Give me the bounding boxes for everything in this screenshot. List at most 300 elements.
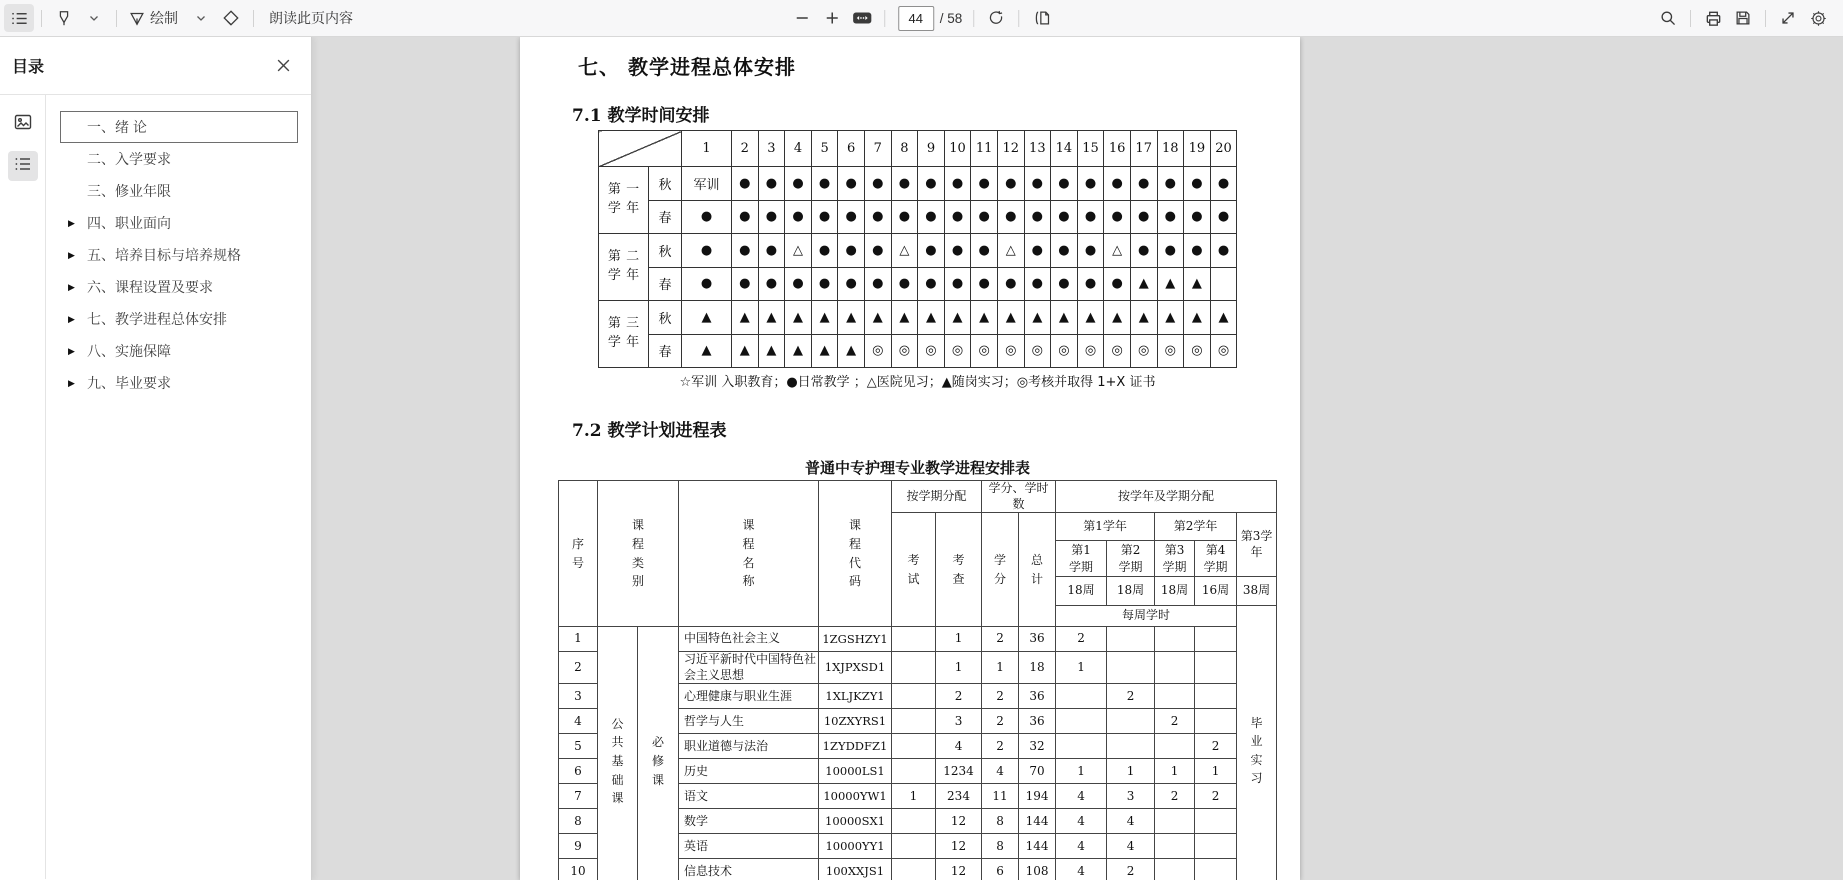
- credit-cell: 2: [982, 709, 1019, 734]
- exam-cell: [892, 709, 936, 734]
- week-number-cell: 14: [1051, 131, 1078, 167]
- schedule-mark-cell: 军训: [682, 167, 732, 201]
- total-hours-cell: 144: [1019, 809, 1056, 834]
- schedule-mark-cell: ●: [1104, 167, 1131, 201]
- section-71-title: 7.1 教学时间安排: [572, 106, 710, 126]
- page-count-label: / 58: [939, 10, 963, 26]
- course-code-cell: 10ZXYRS1: [819, 709, 892, 734]
- toc-toggle-button[interactable]: [4, 4, 34, 32]
- schedule-mark-cell: ●: [811, 267, 838, 301]
- semester-hours-cell: 1: [1107, 759, 1155, 784]
- schedule-mark-cell: [1210, 267, 1237, 301]
- toc-item[interactable]: [60, 143, 298, 175]
- schedule-mark-cell: ●: [944, 167, 971, 201]
- year-label-cell: [599, 301, 649, 368]
- exam-cell: [892, 809, 936, 834]
- schedule-mark-cell: ◎: [1104, 334, 1131, 368]
- toc-item[interactable]: [60, 175, 298, 207]
- draw-dropdown-button[interactable]: [186, 4, 216, 32]
- read-aloud-button[interactable]: [261, 4, 361, 32]
- schedule-mark-cell: ●: [1130, 234, 1157, 268]
- semester-hours-cell: 4: [1056, 784, 1107, 809]
- schedule-mark-cell: ◎: [997, 334, 1024, 368]
- schedule-mark-cell: ●: [864, 234, 891, 268]
- schedule-mark-cell: ●: [1104, 267, 1131, 301]
- settings-gear-icon: [1809, 9, 1828, 28]
- chevron-down-icon: [195, 12, 207, 24]
- week-number-cell: 8: [891, 131, 918, 167]
- plan-header-cell: 38周: [1237, 577, 1277, 606]
- total-hours-cell: 194: [1019, 784, 1056, 809]
- semester-hours-cell: 2: [1155, 784, 1195, 809]
- plan-header-cell: 18周: [1056, 577, 1107, 606]
- expand-arrow-icon[interactable]: ▶: [68, 217, 75, 228]
- semester-hours-cell: 4: [1056, 859, 1107, 880]
- header-text: 考试: [907, 553, 920, 586]
- schedule-mark-cell: ●: [1077, 267, 1104, 301]
- schedule-mark-cell: ◎: [891, 334, 918, 368]
- print-button[interactable]: [1698, 4, 1728, 32]
- total-hours-cell: 32: [1019, 734, 1056, 759]
- schedule-mark-cell: ▲: [811, 301, 838, 335]
- toolbar-separator: [116, 10, 117, 27]
- plan-header-cell: [598, 481, 679, 627]
- schedule-mark-cell: ●: [1051, 200, 1078, 234]
- toolbar-separator: [1690, 10, 1691, 27]
- schedule-legend: ☆军训 入职教育；●日常教学 ；△医院见习；▲随岗实习；◎考核并取得 1+X 证书: [679, 375, 1156, 390]
- schedule-mark-cell: ●: [811, 167, 838, 201]
- schedule-mark-cell: ▲: [1157, 267, 1184, 301]
- schedule-mark-cell: ◎: [1184, 334, 1211, 368]
- week-number-cell: 15: [1077, 131, 1104, 167]
- save-icon: [1734, 9, 1752, 27]
- seq-cell: 1: [559, 627, 598, 652]
- season-label-cell: 秋: [649, 167, 682, 201]
- season-label-cell: 春: [649, 200, 682, 234]
- course-code-cell: 10000SX1: [819, 809, 892, 834]
- plan-header-cell: 18周: [1107, 577, 1155, 606]
- seq-cell: 9: [559, 834, 598, 859]
- schedule-mark-cell: ▲: [838, 334, 865, 368]
- eraser-button[interactable]: [216, 4, 246, 32]
- toc-list: [46, 95, 311, 879]
- toc-item-label: 七、教学进程总体安排: [87, 311, 227, 327]
- seq-cell: 3: [559, 684, 598, 709]
- schedule-mark-cell: ●: [838, 234, 865, 268]
- schedule-mark-cell: ●: [997, 167, 1024, 201]
- save-button[interactable]: [1728, 4, 1758, 32]
- header-text: 考查: [952, 553, 965, 586]
- draw-button[interactable]: [124, 4, 186, 32]
- schedule-mark-cell: ●: [864, 267, 891, 301]
- fit-width-icon: [852, 10, 872, 26]
- schedule-mark-cell: ●: [838, 167, 865, 201]
- schedule-mark-cell: ●: [732, 234, 759, 268]
- toc-item[interactable]: [60, 207, 298, 239]
- schedule-mark-cell: ▲: [785, 334, 812, 368]
- toolbar-separator: [884, 10, 885, 27]
- page-number-input[interactable]: [898, 6, 934, 31]
- rotate-icon: [987, 9, 1005, 27]
- plan-header-cell: 第2学年: [1155, 513, 1237, 541]
- header-text: 课程名称: [742, 518, 755, 589]
- toc-panel-button[interactable]: [8, 151, 38, 181]
- semester-hours-cell: [1056, 709, 1107, 734]
- week-number-cell: 12: [997, 131, 1024, 167]
- category-public-basic-cell: [598, 627, 638, 880]
- schedule-mark-cell: ●: [811, 234, 838, 268]
- credit-cell: 8: [982, 809, 1019, 834]
- schedule-mark-cell: ◎: [971, 334, 998, 368]
- fullscreen-button[interactable]: [1773, 4, 1803, 32]
- schedule-mark-cell: △: [785, 234, 812, 268]
- total-hours-cell: 36: [1019, 709, 1056, 734]
- toc-item[interactable]: [60, 111, 298, 143]
- semester-hours-cell: [1155, 834, 1195, 859]
- schedule-mark-cell: ●: [1184, 200, 1211, 234]
- schedule-mark-cell: ◎: [864, 334, 891, 368]
- schedule-mark-cell: ▲: [944, 301, 971, 335]
- course-code-cell: 1ZYDDFZ1: [819, 734, 892, 759]
- schedule-mark-cell: ●: [1157, 200, 1184, 234]
- check-cell: 1: [936, 652, 982, 684]
- schedule-mark-cell: ●: [864, 200, 891, 234]
- plan-header-cell: 第1学年: [1056, 513, 1155, 541]
- schedule-mark-cell: ●: [1024, 267, 1051, 301]
- schedule-mark-cell: ●: [1184, 234, 1211, 268]
- check-cell: 1234: [936, 759, 982, 784]
- semester-hours-cell: [1107, 652, 1155, 684]
- schedule-mark-cell: ●: [1051, 167, 1078, 201]
- plan-header-cell: [679, 481, 819, 627]
- year-label-line: 第一: [607, 182, 645, 198]
- schedule-mark-cell: ●: [758, 200, 785, 234]
- schedule-mark-cell: ●: [864, 167, 891, 201]
- page-view-icon: [1032, 9, 1051, 27]
- schedule-mark-cell: ●: [838, 200, 865, 234]
- schedule-mark-cell: ▲: [811, 334, 838, 368]
- semester-hours-cell: 2: [1195, 734, 1237, 759]
- schedule-mark-cell: ▲: [1051, 301, 1078, 335]
- check-cell: 234: [936, 784, 982, 809]
- schedule-mark-cell: ▲: [682, 334, 732, 368]
- toc-sidebar: [0, 37, 312, 880]
- expand-arrow-icon[interactable]: ▶: [68, 345, 75, 356]
- seq-cell: 7: [559, 784, 598, 809]
- header-text: 学分: [994, 553, 1007, 586]
- schedule-mark-cell: ▲: [1130, 301, 1157, 335]
- semester-hours-cell: [1155, 652, 1195, 684]
- toc-item[interactable]: [60, 335, 298, 367]
- schedule-mark-cell: ●: [1024, 167, 1051, 201]
- schedule-mark-cell: ▲: [997, 301, 1024, 335]
- course-name-cell: 中国特色社会主义: [679, 627, 819, 652]
- course-code-cell: 100XXJS1: [819, 859, 892, 880]
- semester-hours-cell: [1195, 859, 1237, 880]
- pdf-toolbar: [0, 0, 1843, 37]
- sidebar-title: 目录: [12, 59, 45, 76]
- schedule-mark-cell: ●: [811, 200, 838, 234]
- plan-header-cell: [892, 513, 936, 627]
- schedule-mark-cell: ●: [785, 267, 812, 301]
- header-text: 课程类别: [631, 518, 644, 589]
- schedule-mark-cell: ●: [1077, 167, 1104, 201]
- schedule-mark-cell: ◎: [918, 334, 945, 368]
- semester-hours-cell: [1155, 684, 1195, 709]
- toc-toggle-icon: [10, 9, 29, 28]
- schedule-mark-cell: ◎: [1157, 334, 1184, 368]
- week-number-cell: 18: [1157, 131, 1184, 167]
- page-view-button[interactable]: [1026, 4, 1056, 32]
- header-text: 课程代码: [848, 518, 861, 589]
- schedule-mark-cell: ●: [758, 267, 785, 301]
- rotate-button[interactable]: [981, 4, 1011, 32]
- seq-cell: 10: [559, 859, 598, 880]
- schedule-mark-cell: ▲: [891, 301, 918, 335]
- semester-hours-cell: 2: [1107, 684, 1155, 709]
- total-hours-cell: 36: [1019, 627, 1056, 652]
- schedule-mark-cell: ●: [891, 200, 918, 234]
- schedule-mark-cell: ◎: [1077, 334, 1104, 368]
- week-number-cell: 6: [838, 131, 865, 167]
- schedule-mark-cell: ●: [732, 200, 759, 234]
- print-icon: [1704, 9, 1723, 28]
- semester-hours-cell: 2: [1155, 709, 1195, 734]
- schedule-mark-cell: ●: [971, 167, 998, 201]
- schedule-mark-cell: ▲: [838, 301, 865, 335]
- schedule-mark-cell: ●: [1210, 234, 1237, 268]
- search-button[interactable]: [1653, 4, 1683, 32]
- course-code-cell: 10000YW1: [819, 784, 892, 809]
- year-label-cell: [599, 234, 649, 301]
- settings-button[interactable]: [1803, 4, 1833, 32]
- total-hours-cell: 70: [1019, 759, 1056, 784]
- semester-hours-cell: [1195, 627, 1237, 652]
- diagonal-header-cell: [599, 131, 682, 167]
- category-label: 公共基础课: [611, 716, 624, 806]
- expand-arrow-icon[interactable]: ▶: [68, 377, 75, 388]
- category-label: 必修课: [651, 735, 664, 787]
- toc-item-label: 九、毕业要求: [87, 375, 171, 391]
- schedule-mark-cell: ▲: [864, 301, 891, 335]
- chevron-down-icon: [88, 12, 100, 24]
- header-text: 第2学期: [1118, 542, 1143, 574]
- schedule-mark-cell: ●: [918, 167, 945, 201]
- schedule-mark-cell: △: [891, 234, 918, 268]
- schedule-mark-cell: ●: [1024, 234, 1051, 268]
- week-number-cell: 20: [1210, 131, 1237, 167]
- schedule-mark-cell: ●: [1184, 167, 1211, 201]
- credit-cell: 4: [982, 759, 1019, 784]
- zoom-in-button[interactable]: [817, 4, 847, 32]
- plan-header-cell: 16周: [1195, 577, 1237, 606]
- toolbar-separator: [1765, 10, 1766, 27]
- season-label-cell: 秋: [649, 234, 682, 268]
- toc-item[interactable]: [60, 271, 298, 303]
- toolbar-separator: [973, 10, 974, 27]
- highlighter-button[interactable]: [49, 4, 79, 32]
- graduation-practice-cell: [1237, 606, 1277, 880]
- week-number-cell: 19: [1184, 131, 1211, 167]
- section-72-title: 7.2 教学计划进程表: [572, 421, 727, 441]
- week-number-cell: 3: [758, 131, 785, 167]
- check-cell: 12: [936, 834, 982, 859]
- expand-arrow-icon[interactable]: ▶: [68, 281, 75, 292]
- semester-hours-cell: [1155, 734, 1195, 759]
- toc-item-label: 四、职业面向: [87, 215, 171, 231]
- schedule-mark-cell: ●: [1210, 200, 1237, 234]
- check-cell: 3: [936, 709, 982, 734]
- expand-arrow-icon[interactable]: ▶: [68, 249, 75, 260]
- schedule-mark-cell: ●: [732, 267, 759, 301]
- schedule-mark-cell: ▲: [918, 301, 945, 335]
- read-aloud-label: 朗读此页内容: [269, 10, 353, 26]
- schedule-mark-cell: ●: [758, 234, 785, 268]
- exam-cell: [892, 759, 936, 784]
- year-label-line: 第二: [607, 249, 645, 265]
- schedule-mark-cell: △: [1104, 234, 1131, 268]
- schedule-mark-cell: ●: [1104, 200, 1131, 234]
- check-cell: 1: [936, 627, 982, 652]
- schedule-mark-cell: ●: [944, 267, 971, 301]
- week-number-cell: 7: [864, 131, 891, 167]
- semester-hours-cell: 3: [1107, 784, 1155, 809]
- schedule-mark-cell: ●: [1157, 234, 1184, 268]
- schedule-mark-cell: ●: [1130, 167, 1157, 201]
- semester-hours-cell: [1195, 652, 1237, 684]
- semester-hours-cell: [1155, 859, 1195, 880]
- schedule-mark-cell: ◎: [1051, 334, 1078, 368]
- credit-cell: 2: [982, 627, 1019, 652]
- check-cell: 4: [936, 734, 982, 759]
- schedule-mark-cell: ▲: [1210, 301, 1237, 335]
- toc-item-label: 五、培养目标与培养规格: [87, 247, 241, 263]
- week-number-cell: 4: [785, 131, 812, 167]
- schedule-mark-cell: ▲: [1024, 301, 1051, 335]
- exam-cell: [892, 834, 936, 859]
- schedule-mark-cell: ▲: [758, 334, 785, 368]
- semester-hours-cell: [1056, 684, 1107, 709]
- year-label-line: 学年: [607, 268, 645, 283]
- schedule-mark-cell: ●: [1210, 167, 1237, 201]
- fit-width-button[interactable]: [847, 4, 877, 32]
- close-icon: [276, 58, 291, 73]
- week-number-cell: 9: [918, 131, 945, 167]
- schedule-mark-cell: ●: [1051, 234, 1078, 268]
- plan-header-cell: 按学期分配: [892, 481, 982, 513]
- semester-hours-cell: 4: [1107, 809, 1155, 834]
- exam-cell: [892, 652, 936, 684]
- header-text: 第4学期: [1203, 542, 1228, 574]
- schedule-mark-cell: ●: [971, 234, 998, 268]
- highlighter-dropdown-button[interactable]: [79, 4, 109, 32]
- thumbnails-panel-button[interactable]: [8, 109, 38, 139]
- course-name-cell: 职业道德与法治: [679, 734, 819, 759]
- toc-list-icon: [13, 154, 33, 179]
- schedule-mark-cell: ▲: [732, 334, 759, 368]
- teaching-plan-table: [558, 480, 1277, 880]
- semester-hours-cell: [1195, 709, 1237, 734]
- year-label-line: 学年: [607, 335, 645, 350]
- semester-hours-cell: [1195, 834, 1237, 859]
- plan-header-cell: [936, 513, 982, 627]
- close-sidebar-button[interactable]: [276, 58, 291, 73]
- schedule-mark-cell: ●: [1024, 200, 1051, 234]
- draw-button-label: 绘制: [150, 10, 178, 26]
- toc-item-label: 一、绪 论: [87, 119, 147, 135]
- course-name-cell: 信息技术: [679, 859, 819, 880]
- credit-cell: 11: [982, 784, 1019, 809]
- toolbar-separator: [253, 10, 254, 27]
- header-text: 毕业实习: [1250, 715, 1263, 786]
- schedule-mark-cell: ●: [891, 267, 918, 301]
- header-text: 序号: [571, 537, 584, 570]
- schedule-mark-cell: ●: [997, 267, 1024, 301]
- week-number-cell: 10: [944, 131, 971, 167]
- seq-cell: 6: [559, 759, 598, 784]
- toc-item[interactable]: [60, 239, 298, 271]
- seq-cell: 2: [559, 652, 598, 684]
- course-name-cell: 习近平新时代中国特色社会主义思想: [679, 652, 819, 684]
- schedule-mark-cell: ●: [944, 200, 971, 234]
- semester-hours-cell: [1107, 734, 1155, 759]
- schedule-mark-cell: ◎: [1210, 334, 1237, 368]
- header-text: 第1学期: [1069, 542, 1094, 574]
- toolbar-separator: [1018, 10, 1019, 27]
- course-code-cell: 1ZGSHZY1: [819, 627, 892, 652]
- plan-header-cell: 按学年及学期分配: [1056, 481, 1277, 513]
- expand-arrow-icon[interactable]: ▶: [68, 313, 75, 324]
- schedule-mark-cell: ▲: [1184, 267, 1211, 301]
- schedule-mark-cell: ●: [732, 167, 759, 201]
- credit-cell: 8: [982, 834, 1019, 859]
- total-hours-cell: 144: [1019, 834, 1056, 859]
- credit-cell: 2: [982, 734, 1019, 759]
- eraser-icon: [222, 9, 240, 27]
- seq-cell: 8: [559, 809, 598, 834]
- week-number-cell: 17: [1130, 131, 1157, 167]
- plan-header-cell: 每周学时: [1056, 606, 1237, 627]
- seq-cell: 4: [559, 709, 598, 734]
- plan-header-cell: 第3学年: [1237, 513, 1277, 577]
- zoom-out-button[interactable]: [787, 4, 817, 32]
- plan-header-cell: [1155, 541, 1195, 577]
- semester-hours-cell: 2: [1195, 784, 1237, 809]
- draw-pen-icon: [128, 9, 146, 27]
- schedule-mark-cell: ●: [682, 267, 732, 301]
- schedule-mark-cell: ●: [1157, 167, 1184, 201]
- teaching-time-table: [598, 130, 1237, 368]
- toc-item[interactable]: [60, 367, 298, 399]
- schedule-mark-cell: ●: [1077, 200, 1104, 234]
- schedule-mark-cell: ●: [785, 167, 812, 201]
- toc-item[interactable]: [60, 303, 298, 335]
- schedule-mark-cell: ◎: [1024, 334, 1051, 368]
- check-cell: 12: [936, 809, 982, 834]
- semester-hours-cell: 1: [1155, 759, 1195, 784]
- plan-header-cell: [1056, 541, 1107, 577]
- check-cell: 2: [936, 684, 982, 709]
- plan-header-cell: [982, 513, 1019, 627]
- credit-cell: 1: [982, 652, 1019, 684]
- toc-item-label: 六、课程设置及要求: [87, 279, 213, 295]
- zoom-out-icon: [794, 10, 810, 26]
- schedule-mark-cell: ▲: [1130, 267, 1157, 301]
- total-hours-cell: 18: [1019, 652, 1056, 684]
- plan-header-cell: [1107, 541, 1155, 577]
- week-number-cell: 1: [682, 131, 732, 167]
- semester-hours-cell: 1: [1056, 759, 1107, 784]
